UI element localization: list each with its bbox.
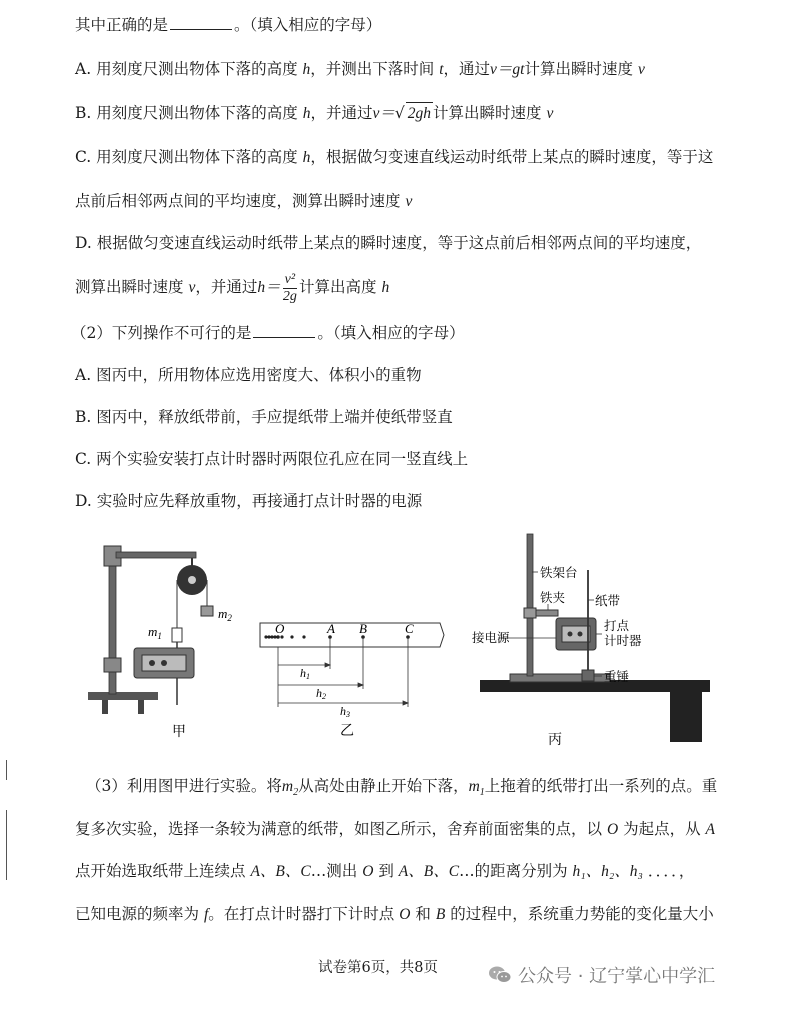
q1-option-c-line2 xyxy=(75,190,412,213)
m1-subscript: 1 xyxy=(157,631,162,641)
answer-blank xyxy=(170,15,232,30)
q2-stem-end: 。（填入相应的字母） xyxy=(317,324,465,342)
caption-yi: 乙 xyxy=(340,723,354,739)
q3-var-O: O xyxy=(362,863,374,880)
option-text: ，并测出下落时间 xyxy=(310,60,435,78)
label-stand: 铁架台 xyxy=(540,565,578,580)
option-text: 实验时应先释放重物，再接通打点计时器的电源 xyxy=(96,492,423,510)
watermark xyxy=(488,962,715,988)
clamp-joint xyxy=(524,608,536,618)
heavy-weight xyxy=(582,670,594,681)
q3-line4 xyxy=(75,903,714,926)
label-C: C xyxy=(405,621,414,636)
timer xyxy=(134,648,194,678)
option-text: 两个实验安装打点计时器时两限位孔应在同一竖直线上 xyxy=(96,450,469,468)
q3-text: 已知电源的频率为 xyxy=(75,905,200,923)
option-letter: A. xyxy=(75,366,92,384)
q3-var-O: O xyxy=(606,821,619,838)
h2-subscript: 2 xyxy=(322,692,326,701)
caption-bing: 丙 xyxy=(548,732,562,748)
h1-letter: h xyxy=(300,666,306,680)
q2-option-a xyxy=(75,364,422,386)
option-text: 用刻度尺测出物体下落的高度 xyxy=(96,104,298,122)
q3-var-A: A xyxy=(705,821,716,838)
option-text: ，并通过 xyxy=(195,278,258,296)
label-B: B xyxy=(359,621,367,636)
q3-points: A、B、C xyxy=(250,863,311,880)
m1-letter: m xyxy=(148,624,158,639)
sqrt-symbol: √ xyxy=(394,104,405,122)
mass-m1 xyxy=(172,628,182,642)
label-m1 xyxy=(148,624,162,641)
q3-line3 xyxy=(75,860,694,883)
q3-text: 。在打点计时器打下计时点 xyxy=(208,905,395,923)
q3-line2 xyxy=(75,818,715,841)
option-letter: D. xyxy=(75,234,92,252)
q1-option-b xyxy=(75,102,553,125)
figure-bing xyxy=(470,530,720,750)
paper-strip xyxy=(260,623,444,647)
q3-text: ．．．．， xyxy=(647,862,695,880)
q3-heights: h₁、h₂、h₃ xyxy=(572,863,643,880)
option-letter: D. xyxy=(75,492,92,510)
var-h: h xyxy=(381,279,390,296)
option-text: ，通过 xyxy=(443,60,491,78)
wechat-icon xyxy=(488,965,512,985)
table xyxy=(480,680,710,742)
answer-blank xyxy=(253,323,315,338)
stand-pole xyxy=(527,534,533,676)
var-h: h xyxy=(302,149,311,166)
q1-option-d-line2 xyxy=(75,270,389,305)
label-h2 xyxy=(316,686,326,701)
formula: v＝ xyxy=(372,105,395,122)
q2-option-d xyxy=(75,490,422,512)
option-letter: B. xyxy=(75,104,92,122)
label-A: A xyxy=(327,621,335,636)
var-v: v xyxy=(546,105,554,122)
q3-text: 点开始选取纸带上连续点 xyxy=(75,862,246,880)
formula: v＝gt xyxy=(490,61,525,78)
q3-var-f: f xyxy=(203,906,209,923)
label-clamp: 铁夹 xyxy=(540,590,566,605)
q3-text: 为起点，从 xyxy=(623,820,701,838)
stand-pole xyxy=(104,546,121,694)
label-weight: 重锤 xyxy=(604,669,630,684)
q3-var-O: O xyxy=(399,906,411,923)
option-letter: B. xyxy=(75,408,92,426)
q3-var-B: B xyxy=(435,906,446,923)
sqrt-content: 2gh xyxy=(406,102,433,125)
watermark-text: 公众号 · 辽宁掌心中学汇 xyxy=(518,966,716,987)
q1-stem xyxy=(75,14,381,36)
q3-text: 到 xyxy=(378,862,394,880)
q3-text: 从高处由静止开始下落， xyxy=(298,777,469,795)
q3-text: （3）利用图甲进行实验。将 xyxy=(86,777,282,795)
q3-m1 xyxy=(468,778,485,799)
label-timer-line1: 打点 xyxy=(604,618,630,633)
q3-m2-subscript: 2 xyxy=(293,787,299,799)
q3-m2 xyxy=(281,778,299,799)
pulley xyxy=(177,565,207,595)
option-text: 图丙中，释放纸带前，手应提纸带上端并使纸带竖直 xyxy=(96,408,453,426)
label-m2 xyxy=(218,606,232,623)
mass-m2 xyxy=(201,606,213,616)
q3-points: A、B、C xyxy=(398,863,460,880)
q3-text: 上拖着的纸带打出一系列的点。重 xyxy=(484,777,718,795)
fraction xyxy=(283,272,297,305)
option-text: ，根据做匀变速直线运动时纸带上某点的瞬时速度，等于这 xyxy=(310,148,714,166)
m2-subscript: 2 xyxy=(227,613,232,623)
q2-option-c xyxy=(75,448,468,470)
option-letter: A. xyxy=(75,60,92,78)
top-arm xyxy=(116,552,196,566)
scan-edge-mark xyxy=(6,760,7,780)
option-letter: C. xyxy=(75,450,92,468)
q3-m2-letter: m xyxy=(281,778,294,795)
stand-base xyxy=(88,692,158,714)
label-h1 xyxy=(300,666,310,681)
option-text: 计算出瞬时速度 xyxy=(524,60,633,78)
q1-stem-end: 。（填入相应的字母） xyxy=(234,16,382,34)
formula: h＝ xyxy=(257,279,281,296)
figure-jia xyxy=(82,540,232,740)
scan-edge-mark xyxy=(6,810,7,880)
q3-text: …测出 xyxy=(310,862,358,880)
var-v: v xyxy=(637,61,645,78)
option-text: 用刻度尺测出物体下落的高度 xyxy=(96,60,298,78)
figure-yi xyxy=(258,615,448,739)
option-letter: C. xyxy=(75,148,92,166)
q1-option-c-line1 xyxy=(75,146,713,169)
page-footer: 试卷第6页，共8页 xyxy=(318,960,438,976)
h1-subscript: 1 xyxy=(306,672,310,681)
label-h3 xyxy=(340,704,350,719)
h3-subscript: 3 xyxy=(346,710,350,719)
q2-stem xyxy=(71,322,465,344)
q3-m1-subscript: 1 xyxy=(479,787,485,799)
label-timer-line2: 计时器 xyxy=(604,633,642,648)
q1-stem-text: 其中正确的是 xyxy=(75,16,169,34)
h2-letter: h xyxy=(316,686,322,700)
q1-option-d-line1 xyxy=(75,232,701,254)
option-text: 计算出瞬时速度 xyxy=(433,104,542,122)
q3-m1-letter: m xyxy=(468,778,480,795)
fraction-denominator: 2g xyxy=(282,288,297,304)
var-v: v xyxy=(188,279,196,296)
var-h: h xyxy=(302,61,311,78)
option-text: 计算出高度 xyxy=(299,278,377,296)
label-tape: 纸带 xyxy=(595,593,621,608)
h3-letter: h xyxy=(340,704,346,718)
var-h: h xyxy=(302,105,311,122)
q3-text: …的距离分别为 xyxy=(459,862,568,880)
stand-base xyxy=(510,674,610,682)
option-text: 点前后相邻两点间的平均速度，测算出瞬时速度 xyxy=(75,192,401,210)
q2-stem-text: （2）下列操作不可行的是 xyxy=(71,324,252,342)
var-t: t xyxy=(439,61,444,78)
q3-text: 的过程中，系统重力势能的变化量大小 xyxy=(450,905,714,923)
clamp-arm xyxy=(536,610,558,616)
timer xyxy=(556,618,596,650)
m2-letter: m xyxy=(218,606,228,621)
q3-line1 xyxy=(86,775,717,804)
option-text: 用刻度尺测出物体下落的高度 xyxy=(96,148,298,166)
q2-option-b xyxy=(75,406,453,428)
q1-option-a xyxy=(75,58,645,81)
label-O: O xyxy=(275,621,285,636)
fraction-numerator: v² xyxy=(284,271,296,287)
q3-text: 和 xyxy=(415,905,431,923)
option-text: ，并通过 xyxy=(310,104,373,122)
caption-jia: 甲 xyxy=(172,724,186,740)
q3-text: 复多次实验，选择一条较为满意的纸带，如图乙所示，舍弃前面密集的点，以 xyxy=(75,820,603,838)
dimension-arrows xyxy=(278,663,408,705)
var-v: v xyxy=(405,193,413,210)
option-text: 根据做匀变速直线运动时纸带上某点的瞬时速度，等于这点前后相邻两点间的平均速度， xyxy=(96,234,702,252)
option-text: 图丙中，所用物体应选用密度大、体积小的重物 xyxy=(96,366,422,384)
option-text: 测算出瞬时速度 xyxy=(75,278,184,296)
label-power: 接电源 xyxy=(472,630,510,645)
